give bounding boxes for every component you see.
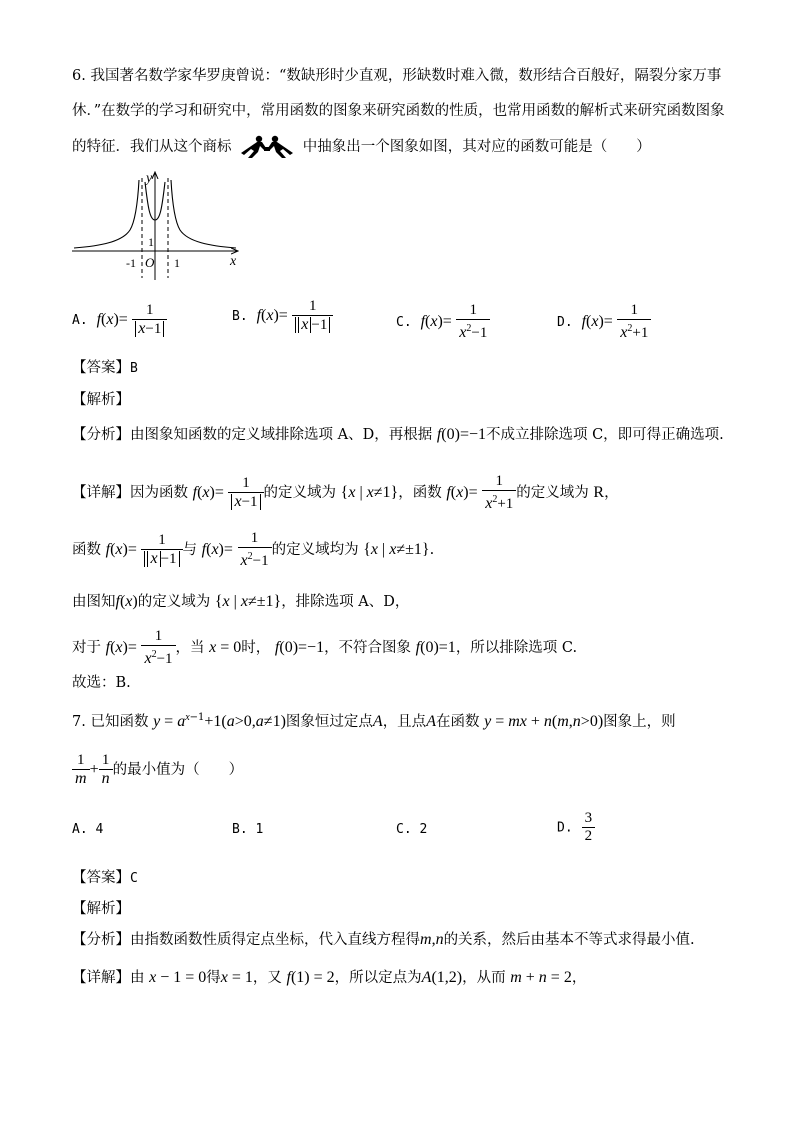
q6-detail-2: 函数 f(x)= $\frac{1}{x -1}$ 与 f(x)= $\frac{1}{x^2-1}$ 的定义域均为 {x | x≠±1}. [72,530,435,569]
x-label: x [230,254,237,269]
neg-one-label: -1 [126,256,136,270]
brand-logo-icon [238,135,296,159]
q6-option-b[interactable]: B. f(x)= $\frac{1}{x -1}$ [232,298,333,334]
q7-analysis-tag: 【解析】 [72,901,130,917]
q6-detail-3: 由图知f(x)的定义域为 {x | x≠±1}，排除选项 A、D， [72,593,410,610]
q6-option-c[interactable]: C. f(x)= $\frac{1}{x^2-1}$ [396,302,490,342]
y-one-label: 1 [148,235,154,249]
curve-left [74,180,139,248]
q7-option-c[interactable]: C. 2 [396,822,428,837]
q6-option-a[interactable]: A. f(x)= $\frac{1}{x-1}$ [72,302,167,338]
q7-line1: 7. 已知函数 $y = a^{x-1}+1(a>0,a\ne 1)$图象恒过定点A，且点A在函数 y = mx + n(m,n>0)图象上，则 [72,712,676,730]
q7-detail-1: 【详解】由 x − 1 = 0得x = 1，又 f(1) = 2，所以定点为A(1,2)，从而 m + n = 2， [72,969,587,986]
x-one-label: 1 [174,256,180,270]
q7-option-b[interactable]: B. 1 [232,822,264,837]
y-label: y [146,171,153,186]
q6-line1: 6. 我国著名数学家华罗庚曾说：“数缺形时少直观，形缺数时难入微，数形结合百般好，隔裂分家万事 [72,68,722,84]
q6-detail-4: 对于 f(x)= $\frac{1}{x^2-1}$ ，当 x = 0时， f(0)=−1，不符合图象 f(0)=1，所以排除选项 C. [72,628,578,667]
q7-option-a[interactable]: A. 4 [72,822,104,837]
q6-analysis-tag: 【解析】 [72,392,130,408]
q7-fenxi: 【分析】由指数函数性质得定点坐标，代入直线方程得m,n的关系，然后由基本不等式求得最小值. [72,931,695,948]
curve-right [171,180,236,248]
q6-option-d[interactable]: D. f(x)= $\frac{1}{x^2+1}$ [557,302,651,342]
q7-line2: $\frac{1}{m}$ + $\frac{1}{n}$ 的最小值为（ ） [72,752,243,788]
q6-detail-1: 【详解】因为函数 f(x)= $\frac{1}{x-1}$ 的定义域为 {x | x≠1}，函数 f(x)= $\frac{1}{x^2+1}$ 的定义域为 R， [72,473,619,512]
q6-answer: 【答案】B [72,360,138,376]
origin-label: O [145,255,155,270]
q7-answer: 【答案】C [72,870,138,886]
q6-fenxi: 【分析】由图象知函数的定义域排除选项 A、D，再根据 f(0)=−1不成立排除选项 C，即可得正确选项. [72,426,724,443]
q6-line2: 休．”在数学的学习和研究中，常用函数的图象来研究函数的性质，也常用函数的解析式来研究函数图象 [72,103,725,119]
q6-function-graph [70,168,246,282]
q6-line3: 的特征．我们从这个商标 中抽象出一个图象如图，其对应的函数可能是（ ） [72,135,651,159]
q6-conclusion: 故选：B. [72,675,131,691]
q7-option-d[interactable]: D. $\frac{3}{2}$ [557,810,595,845]
